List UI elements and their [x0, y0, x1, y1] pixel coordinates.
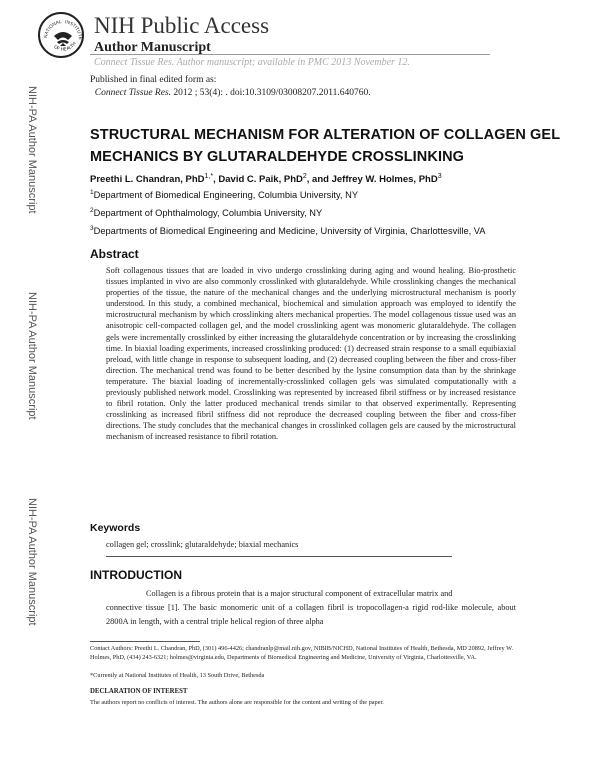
publication-info: [90, 74, 371, 100]
declaration-text: The authors report no conflicts of interest. The authors alone are responsible for the content and writing of the paper.: [90, 699, 384, 706]
abstract-heading: Abstract: [90, 247, 139, 261]
author-list: Preethi L. Chandran, PhD$^{1,*}$, David C. Paik, PhD$^2$, and Jeffrey W. Holmes, PhD$^3$: [90, 173, 442, 186]
sidebar-label-3: NIH-PA Author Manuscript: [26, 498, 38, 626]
author-sup: 1,*: [204, 173, 214, 180]
nih-seal-logo: [38, 12, 84, 58]
author-name: David C. Paik, PhD: [218, 174, 303, 186]
contact-footnote: Contact Authors: Preethi L. Chandran, PhD, (301) 496-4426; chandranlp@mail.nih.gov, NIBIB/NICHD, National Institutes of Health, Bethesda, MD 20892, Jeffrey W. Holmes, PhD, (434) 243-6321; holmes@virginia.edu, Departments of Biomedical Engineering and Medicine, University of Virginia, Charlottesville, VA.: [90, 645, 514, 661]
citation: 2012 ; 53(4): . doi:10.3109/03008207.2011.640760.: [171, 88, 371, 98]
sidebar-label-2: NIH-PA Author Manuscript: [26, 292, 38, 420]
journal-name: Connect Tissue Res.: [94, 88, 172, 98]
header-title: NIH Public Access: [94, 13, 270, 38]
publication-line: Published in final edited form as:: [90, 75, 217, 85]
introduction-first-line: Collagen is a fibrous protein that is a major structural component of extracellular matrix and: [146, 589, 453, 598]
current-address-footnote: *Currently at National Institutes of Health, 13 South Drive, Bethesda: [90, 672, 265, 679]
keywords-text: collagen gel; crosslink; glutaraldehyde; biaxial mechanics: [106, 540, 299, 549]
seal-text-bottom: OF HEALTH: [53, 40, 77, 52]
seal-text-left: NATIONAL: [42, 19, 62, 39]
affiliation: $^3$Departments of Biomedical Engineering and Medicine, University of Virginia, Charlottesville, VA: [90, 225, 486, 237]
introduction-heading: INTRODUCTION: [90, 568, 182, 582]
introduction-text: connective tissue [1]. The basic monomeric unit of a collagen fibril is tropocollagen-a rigid rod-like molecule, about 2800A in length, with a central triple helical region of three alpha: [106, 603, 516, 626]
author-sup: 2: [302, 173, 307, 180]
affiliation: $^2$Department of Ophthalmology, Columbia University, NY: [90, 207, 323, 219]
article-title: STRUCTURAL MECHANISM FOR ALTERATION OF COLLAGEN GEL MECHANICS BY GLUTARALDEHYDE CROSSLINKING: [90, 127, 560, 165]
author-name: Preethi L. Chandran, PhD: [90, 174, 205, 186]
author-name: Jeffrey W. Holmes, PhD: [331, 174, 438, 186]
footnote-divider: [90, 641, 200, 642]
header-subtitle: Author Manuscript: [94, 40, 211, 55]
header-divider: [90, 54, 490, 55]
affiliation: $^1$Department of Biomedical Engineering, Columbia University, NY: [90, 189, 359, 201]
author-sup: 3: [437, 173, 442, 180]
header-availability-note: Connect Tissue Res. Author manuscript; available in PMC 2013 November 12.: [94, 57, 410, 68]
keywords-heading: Keywords: [90, 522, 141, 534]
seal-text-right: INSTITUTE: [64, 19, 84, 40]
sidebar-label-1: NIH-PA Author Manuscript: [26, 86, 38, 214]
declaration-heading: DECLARATION OF INTEREST: [90, 688, 188, 695]
keywords-divider: [106, 556, 452, 557]
abstract-text: Soft collagenous tissues that are loaded in vivo undergo crosslinking during aging and wound healing. Bio-prosthetic tissues implanted in vivo are also commonly crosslinked with glutaraldehyde. While crosslinking changes the mechanical properties of the tissue, the nature of the mechanical changes and the underlying microstructural mechanism is poorly understood. In this study, a combined mechanical, biochemical and simulation approach was employed to identify the microstructural mechanism by which crosslinking alters mechanical properties. The model collagenous tissue used was an anisotropic cell-compacted collagen gel, and the model crosslinking agent was monomeric glutaraldehyde. The collagen gels were incrementally crosslinked by either increasing the glutaraldehyde concentration or by increasing the crosslinking time. In biaxial loading experiments, increased crosslinking produced: (1) decreased strain response to a small equibiaxial preload, with little change in response to subsequent loading, and (2) decreased coupling between the fiber and cross-fiber direction. The mechanical trend was found to be better described by the lysine consumption data than by the shrinkage temperature. The biaxial loading of incrementally-crosslinked collagen gels was simulated computationally with a previously published network model. Crosslinking was represented by increased fibril stiffness or by increased resistance to fibril rotation. Only the latter produced mechanical trends similar to that observed experimentally. Representing crosslinking as increased fibril stiffness did not reproduce the decreased coupling between the fiber and cross-fiber directions. The study concludes that the mechanical changes in crosslinked collagen gels are caused by the microstructural mechanism of increased resistance to fibril rotation.: [106, 266, 516, 442]
